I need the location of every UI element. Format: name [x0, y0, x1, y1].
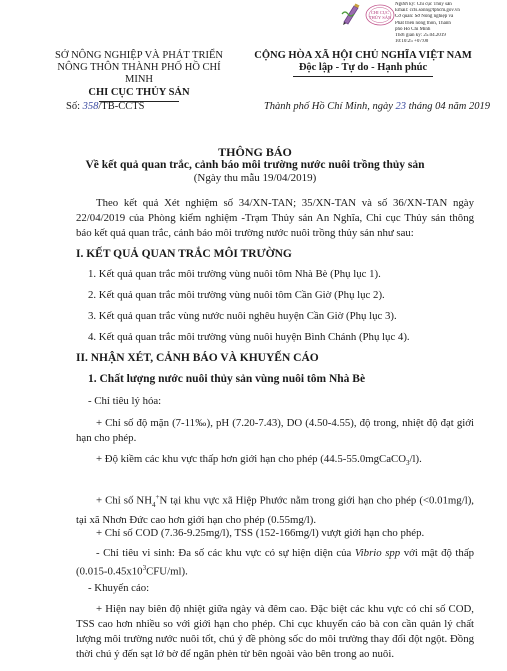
- advice-paragraph: + Hiện nay biên độ nhiệt giữa ngày và đêm cao. Đặc biệt các khu vực có chỉ số COD, TSS cao hơn nhiều so với giới hạn cho phép. Chi cục khuyến cáo bà con cần quản lý chất lượng môi trường nước nuôi tốt, chú ý đề phòng sốc do môi trường thay đổi đột ngột. Đồng thời chú ý đến sạt lở bờ để ngăn phèn từ bên ngoài vào bên trong ao nuôi.: [76, 603, 474, 660]
- chem-p3-text: + Chỉ số NH: [96, 494, 152, 507]
- nation-header: [238, 50, 488, 77]
- signature-line: Phát triển nông thôn, Thành: [395, 20, 451, 26]
- stamp-line2: THỦY SẢN: [368, 15, 392, 20]
- chem-p2-subscript: 3: [406, 459, 410, 468]
- digital-signature-info: [395, 2, 505, 45]
- micro-text-2: với mật độ thấp (0.015-0.45x10: [76, 547, 475, 578]
- section2-heading: II. NHẬN XÉT, CẢNH BÁO VÀ KHUYẾN CÁO: [76, 352, 319, 364]
- micro-tail: CFU/ml).: [146, 565, 188, 578]
- date-suffix: tháng 04 năm 2019: [408, 101, 490, 112]
- nation-motto: Độc lập - Tự do - Hạnh phúc: [298, 62, 428, 73]
- agency-line2: NÔNG THÔN THÀNH PHỐ HỒ CHÍ MINH: [57, 62, 221, 85]
- signature-line: Người ký: Chi cục Thủy sản: [395, 2, 452, 7]
- document-title: THÔNG BÁO: [218, 145, 292, 159]
- agency-line1: SỞ NÔNG NGHIỆP VÀ PHÁT TRIỂN: [55, 50, 223, 61]
- document-subtitle: Về kết quả quan trắc, cảnh báo môi trường nước nuôi trồng thủy sản: [85, 159, 425, 171]
- chem-paragraph-1: + Chỉ số độ mặn (7-11‰), pH (7.20-7.43), DO (4.50-4.55), độ trong, nhiệt độ đạt giới hạn cho phép.: [76, 417, 474, 444]
- micro-paragraph: [76, 546, 474, 580]
- advice-label: - Khuyến cáo:: [88, 582, 150, 594]
- chem-p3-tail: N tại khu vực xã Hiệp Phước nằm trong giới hạn cho phép (<0.01mg/l), tại xã Nhơn Đức cao hơn giới hạn cho phép (0.55mg/l).: [76, 494, 474, 526]
- chem-p2-tail: /l).: [409, 453, 422, 465]
- stamp-line1: CHI CỤC: [370, 10, 390, 15]
- intro-paragraph: Theo kết quả Xét nghiệm số 34/XN-TAN; 35/XN-TAN và số 36/XN-TAN ngày 22/04/2019 của Phòng kiểm nghiệm -Trạm Thủy sản An Nghĩa, Chi cục Thủy sản thông báo kết quả quan trắc, cảnh báo môi trường nước nuôi trồng thủy sản như sau:: [76, 197, 474, 239]
- nation-line1: CỘNG HÒA XÃ HỘI CHỦ NGHĨA VIỆT NAM: [254, 50, 472, 61]
- list-item: 2. Kết quả quan trắc môi trường vùng nuôi tôm Cần Giờ (Phụ lục 2).: [88, 289, 385, 301]
- signature-line: Cơ quan: Sở Nông nghiệp và: [395, 14, 454, 20]
- chem-p3-superscript: +: [155, 493, 160, 501]
- list-item: 4. Kết quả quan trắc môi trường vùng nuôi huyện Bình Chánh (Phụ lục 4).: [88, 331, 410, 343]
- motto-underline: [293, 76, 433, 77]
- agency-header: [44, 50, 234, 102]
- doc-no-suffix: /TB-CCTS: [98, 101, 145, 112]
- list-item: 1. Kết quả quan trắc môi trường vùng nuôi tôm Nhà Bè (Phụ lục 1).: [88, 268, 381, 280]
- stamp-icon: [365, 4, 395, 26]
- signature-line: Email: ccts.sonn@tphcm.gov.vn: [395, 8, 460, 14]
- pen-icon: [340, 2, 362, 26]
- chem-paragraph-3: [76, 490, 474, 528]
- doc-no-value: 358: [82, 101, 99, 112]
- section1-heading: I. KẾT QUẢ QUAN TRẮC MÔI TRƯỜNG: [76, 248, 292, 260]
- list-item: 3. Kết quả quan trắc vùng nước nuôi nghêu huyện Cần Giờ (Phụ lục 3).: [88, 310, 397, 322]
- date-day: 23: [395, 101, 406, 112]
- chem-paragraph-4: + Chỉ số COD (7.36-9.25mg/l), TSS (152-166mg/l) vượt giới hạn cho phép.: [96, 527, 425, 539]
- document-number: [66, 101, 144, 112]
- signature-line: phố Hồ Chí Minh: [395, 26, 431, 32]
- date-prefix: Thành phố Hồ Chí Minh, ngày: [263, 101, 393, 112]
- signature-line: Thời gian ký: 25.04.2019: [395, 33, 446, 39]
- micro-text: - Chỉ tiêu vi sinh: Đa số các khu vực có sự hiện diện của: [96, 547, 355, 559]
- chem-p3-subscript: 4: [152, 500, 156, 509]
- micro-species: Vibrio spp: [354, 547, 401, 559]
- sample-date: (Ngày thu mẫu 19/04/2019): [193, 172, 317, 184]
- micro-superscript: 3: [142, 564, 147, 572]
- section2-subheading: 1. Chất lượng nước nuôi thủy sản vùng nuôi tôm Nhà Bè: [88, 373, 366, 385]
- signature-line: 10:10:25 +07:00: [395, 39, 429, 45]
- doc-no-prefix: Số:: [66, 101, 81, 112]
- chem-label: - Chỉ tiêu lý hóa:: [88, 395, 162, 407]
- unit-name: CHI CỤC THỦY SẢN: [88, 87, 190, 98]
- chem-paragraph-2: [76, 452, 474, 471]
- document-date: [232, 101, 490, 112]
- chem-p2-text: + Độ kiềm các khu vực thấp hơn giới hạn cho phép (44.5-55.0mgCaCO: [96, 453, 407, 465]
